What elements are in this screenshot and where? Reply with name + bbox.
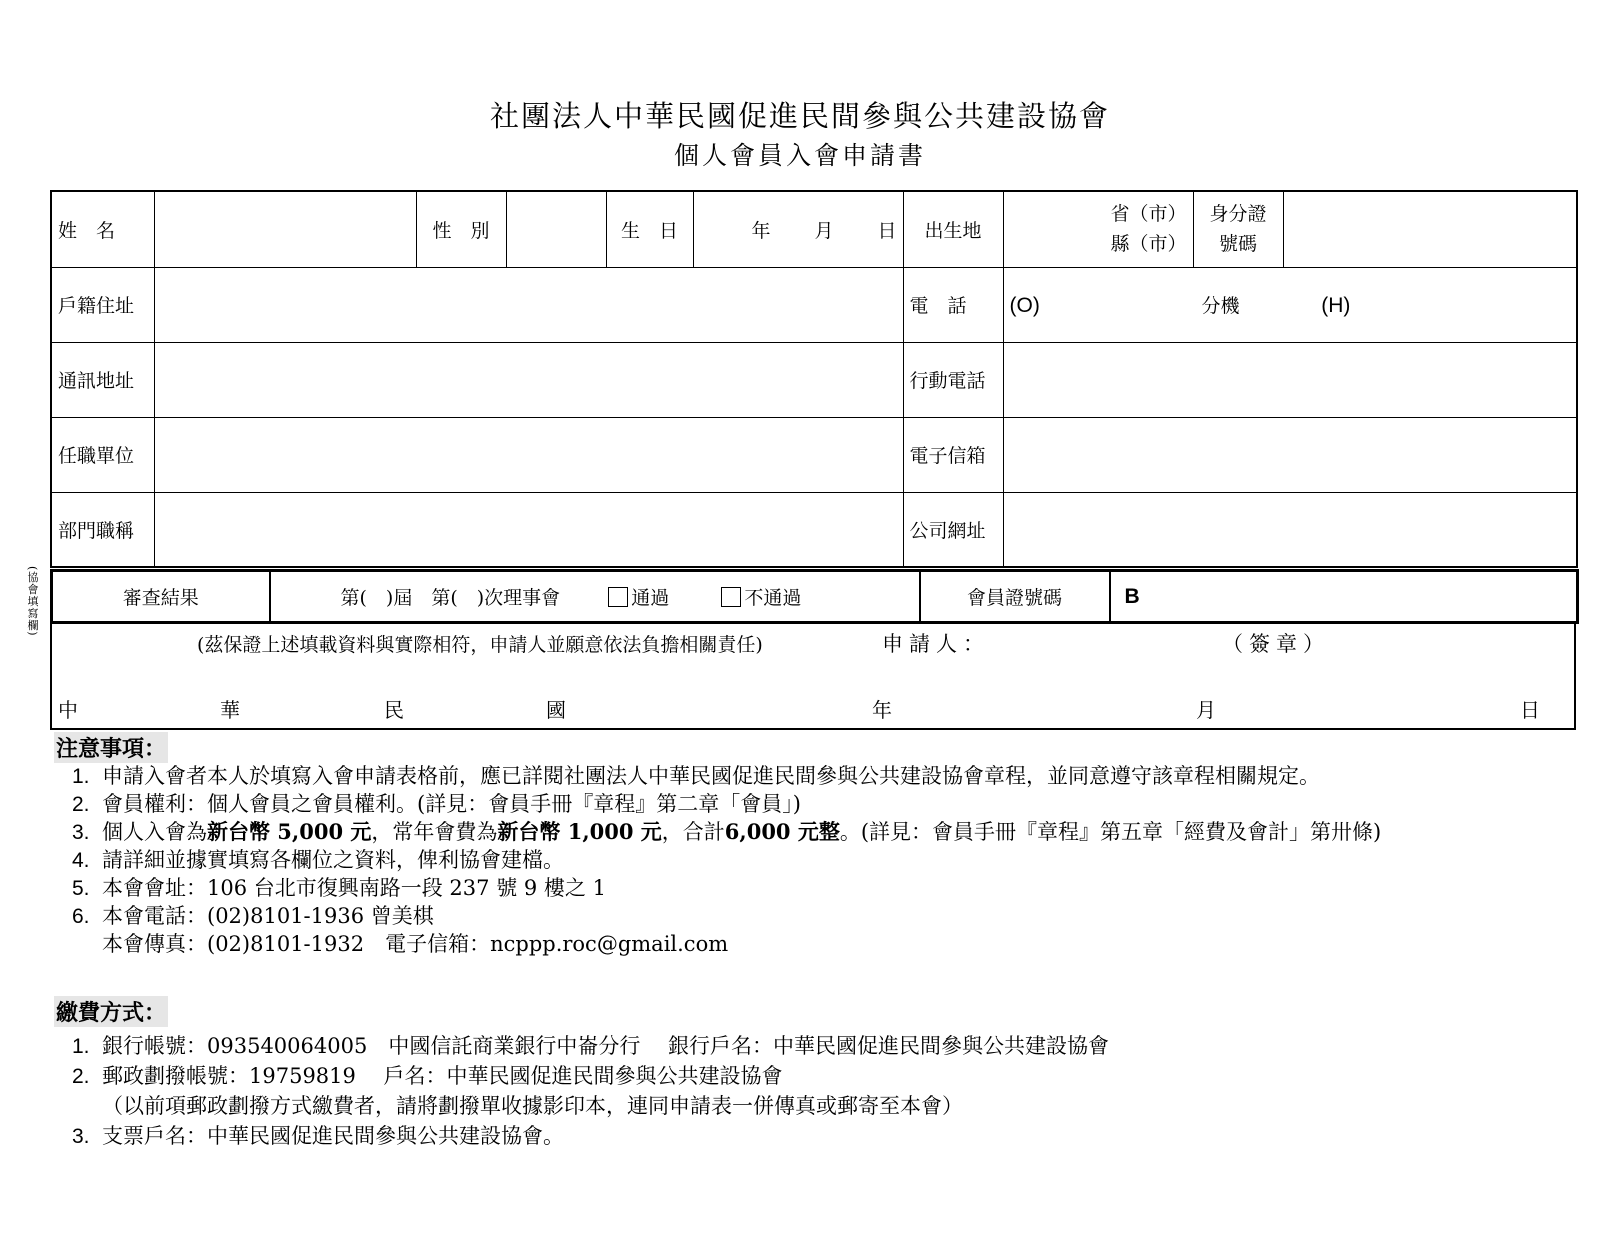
date-char-min: 民: [384, 698, 404, 722]
application-form-table: [50, 190, 1578, 568]
id-number-field[interactable]: [1283, 191, 1577, 267]
member-id-field[interactable]: B: [1110, 571, 1578, 623]
notes-list: [72, 762, 1381, 958]
department-title-field[interactable]: [154, 492, 903, 567]
note-3-text-c: ，常年會費為: [371, 820, 498, 844]
form-title: 個人會員入會申請書: [673, 141, 926, 170]
county-label: 縣（市）: [1110, 233, 1187, 256]
company-website-field[interactable]: [1003, 492, 1577, 567]
birthday-field[interactable]: [693, 191, 903, 267]
annual-fee-amount: 新台幣 1,000 元: [497, 819, 662, 844]
signature-box: [50, 622, 1576, 730]
company-website-label: 公司網址: [903, 492, 1003, 567]
mailing-address-label: 通訊地址: [51, 342, 154, 417]
payment-postal-text: 郵政劃撥帳號：19759819 戶名：中華民國促進民間參與公共建設協會: [102, 1064, 783, 1088]
note-6-text: 本會電話：(02)8101-1936 曾美棋: [102, 904, 434, 928]
birthplace-field[interactable]: [1003, 191, 1193, 267]
total-fee-amount: 6,000 元整: [724, 819, 840, 844]
pass-checkbox[interactable]: [608, 587, 628, 607]
list-item: 6. 本會電話：(02)8101-1936 曾美棋: [72, 904, 434, 928]
note-1-text: 申請入會者本人於填寫入會申請表格前，應已詳閱社團法人中華民國促進民間參與公共建設協會章程，並同意遵守該章程相關規定。: [102, 764, 1320, 788]
signature-seal-label: （簽章）: [1222, 632, 1330, 656]
id-number-label: [1193, 191, 1283, 267]
gender-field[interactable]: [506, 191, 606, 267]
phone-home-label: (H): [1321, 294, 1351, 317]
list-item: 1. 申請入會者本人於填寫入會申請表格前，應已詳閱社團法人中華民國促進民間參與公共建設協會章程，並同意遵守該章程相關規定。: [72, 764, 1320, 788]
date-char-zhong: 中: [58, 698, 78, 722]
list-item: 5. 本會會址：106 台北市復興南路一段 237 號 9 樓之 1: [72, 876, 606, 900]
date-day-label: 日: [1520, 698, 1540, 722]
list-item: 4. 請詳細並據實填寫各欄位之資料，俾利協會建檔。: [72, 848, 564, 872]
note-3-text-e: ，合計: [661, 820, 725, 844]
pass-label: 通過: [631, 587, 670, 609]
id-label-line1: 身分證: [1209, 203, 1267, 226]
fax-email-line: 本會傳真：(02)8101-1932 電子信箱：ncppp.roc@gmail.com: [102, 932, 729, 956]
fail-label: 不通過: [744, 587, 802, 609]
date-month-label: 月: [1196, 698, 1216, 722]
payment-list: [72, 1032, 1109, 1152]
phone-label: 電 話: [903, 267, 1003, 342]
birthday-label: 生 日: [606, 191, 693, 267]
birthplace-label: 出生地: [903, 191, 1003, 267]
name-label: 姓 名: [51, 191, 154, 267]
email-field[interactable]: [1003, 417, 1577, 492]
name-field[interactable]: [154, 191, 416, 267]
fail-checkbox[interactable]: [721, 587, 741, 607]
list-item: 2. 郵政劃撥帳號：19759819 戶名：中華民國促進民間參與公共建設協會: [72, 1064, 783, 1088]
mobile-label: 行動電話: [903, 342, 1003, 417]
mailing-address-field[interactable]: [154, 342, 903, 417]
phone-field[interactable]: [1003, 267, 1577, 342]
entry-fee-amount: 新台幣 5,000 元: [207, 819, 372, 844]
list-item: 1. 銀行帳號：093540064005 中國信託商業銀行中崙分行 銀行戶名：中華民國促進民間參與公共建設協會: [72, 1034, 1110, 1058]
list-item: 3. 個人入會為新台幣 5,000 元，常年會費為新台幣 1,000 元，合計6,000 元整。(詳見：會員手冊『章程』第五章「經費及會計」第卅條): [72, 819, 1382, 844]
member-id-label: 會員證號碼: [920, 571, 1110, 623]
province-label: 省（市）: [1110, 203, 1187, 226]
review-result-table: [50, 569, 1579, 624]
department-title-label: 部門職稱: [51, 492, 154, 567]
note-2-text: 會員權利：個人會員之會員權利。(詳見：會員手冊『章程』第二章「會員」): [102, 792, 801, 816]
review-result-label: 審查結果: [52, 571, 270, 623]
note-5-text: 本會會址：106 台北市復興南路一段 237 號 9 樓之 1: [102, 876, 606, 900]
date-char-guo: 國: [546, 698, 566, 722]
date-char-hua: 華: [220, 698, 240, 722]
payment-heading: 繳費方式：: [54, 996, 168, 1027]
organization-title: 社團法人中華民國促進民間參與公共建設協會: [489, 99, 1110, 133]
phone-office-label: (O): [1009, 294, 1040, 317]
note-3-text-a: 個人入會為: [102, 820, 207, 844]
board-session-text: 第( )屆 第( )次理事會: [340, 587, 561, 609]
registered-address-label: 戶籍住址: [51, 267, 154, 342]
employer-label: 任職單位: [51, 417, 154, 492]
id-label-line2: 號碼: [1218, 233, 1257, 256]
birthday-day-label: 日: [877, 219, 897, 242]
note-4-text: 請詳細並據實填寫各欄位之資料，俾利協會建檔。: [102, 848, 564, 872]
payment-bank-text: 銀行帳號：093540064005 中國信託商業銀行中崙分行 銀行戶名：中華民國促進民間參與公共建設協會: [102, 1034, 1110, 1058]
payment-check-text: 支票戶名：中華民國促進民間參與公共建設協會。: [102, 1124, 564, 1148]
list-item: 2. 會員權利：個人會員之會員權利。(詳見：會員手冊『章程』第二章「會員」): [72, 792, 801, 816]
declaration-text: (茲保證上述填載資料與實際相符，申請人並願意依法負擔相關責任): [197, 634, 763, 656]
notes-heading: 注意事項：: [54, 732, 168, 763]
list-item: 3. 支票戶名：中華民國促進民間參與公共建設協會。: [72, 1124, 564, 1148]
mobile-field[interactable]: [1003, 342, 1577, 417]
registered-address-field[interactable]: [154, 267, 903, 342]
birthday-month-label: 月: [814, 219, 834, 242]
gender-label: 性 別: [416, 191, 506, 267]
birthday-year-label: 年: [751, 219, 771, 242]
review-session-field: [270, 571, 920, 623]
email-label: 電子信箱: [903, 417, 1003, 492]
postal-note-line: （以前項郵政劃撥方式繳費者，請將劃撥單收據影印本，連同申請表一併傳真或郵寄至本會）: [102, 1094, 963, 1118]
association-use-note: (協會填寫欄): [26, 566, 39, 637]
phone-ext-label: 分機: [1201, 295, 1240, 317]
date-year-label: 年: [872, 698, 892, 722]
note-3-text-g: 。(詳見：會員手冊『章程』第五章「經費及會計」第卅條): [839, 820, 1382, 844]
employer-field[interactable]: [154, 417, 903, 492]
applicant-label: 申請人：: [882, 632, 990, 656]
